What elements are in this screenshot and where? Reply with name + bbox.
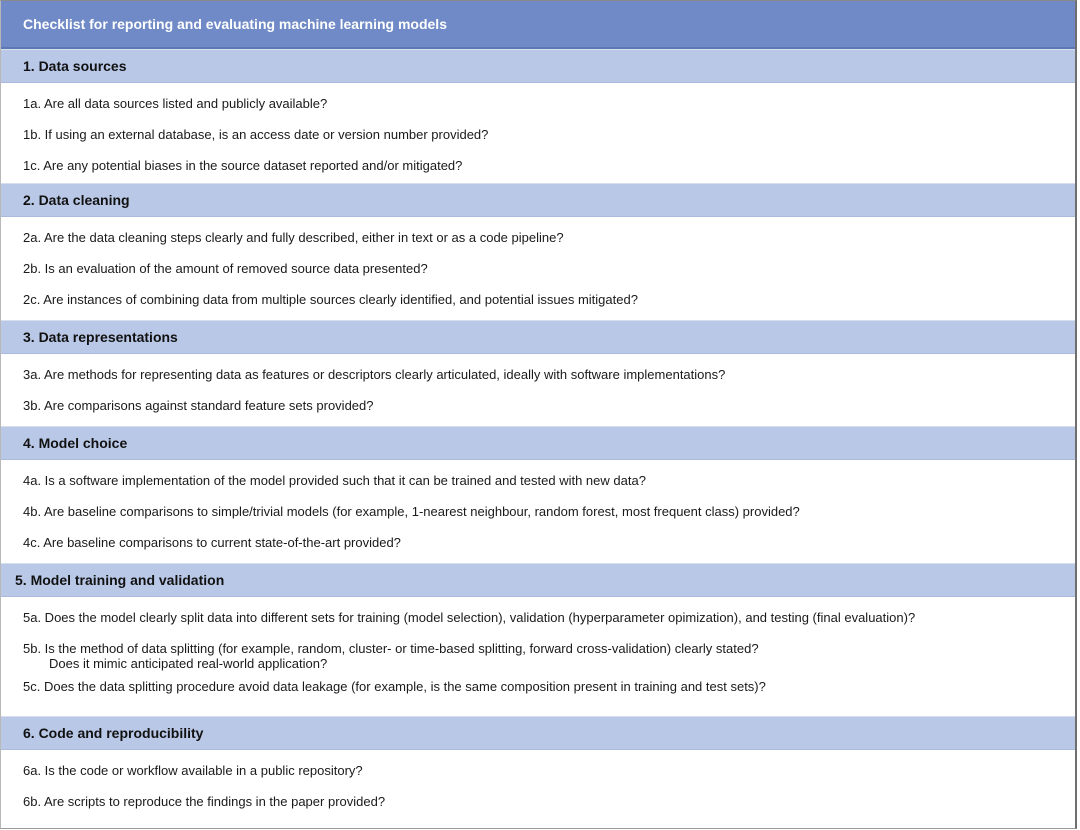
table-title: Checklist for reporting and evaluating machine learning models [1, 1, 1075, 49]
checklist-item: 5a. Does the model clearly split data into different sets for training (model selection), validation (hyperparameter opimization), and testing (final evaluation)? [23, 610, 916, 625]
item-list [1, 354, 1075, 426]
item-text: 5b. Is the method of data splitting (for example, random, cluster- or time-based splitting, forward cross-validation) clearly stated? [23, 641, 759, 656]
section-heading: 2. Data cleaning [1, 184, 1075, 217]
checklist-item: 3a. Are methods for representing data as features or descriptors clearly articulated, ideally with software implementations? [23, 367, 726, 382]
checklist-item: 6b. Are scripts to reproduce the findings in the paper provided? [23, 794, 386, 809]
checklist-item: 1a. Are all data sources listed and publicly available? [23, 96, 328, 111]
checklist-item: 4c. Are baseline comparisons to current state-of-the-art provided? [23, 535, 401, 550]
section-heading: 1. Data sources [1, 50, 1075, 83]
checklist-item: 4a. Is a software implementation of the model provided such that it can be trained and tested with new data? [23, 473, 646, 488]
checklist-item: 2c. Are instances of combining data from multiple sources clearly identified, and potential issues mitigated? [23, 292, 638, 307]
section-heading: 4. Model choice [1, 427, 1075, 460]
section-heading: 3. Data representations [1, 321, 1075, 354]
item-list [1, 750, 1075, 822]
checklist-item: 1b. If using an external database, is an access date or version number provided? [23, 127, 489, 142]
item-list [1, 83, 1075, 183]
checklist-item: 6a. Is the code or workflow available in a public repository? [23, 763, 363, 778]
section-data-sources [1, 49, 1075, 183]
checklist-item: 2a. Are the data cleaning steps clearly and fully described, either in text or as a code pipeline? [23, 230, 564, 245]
checklist-item: 2b. Is an evaluation of the amount of removed source data presented? [23, 261, 428, 276]
checklist-item: 4b. Are baseline comparisons to simple/trivial models (for example, 1-nearest neighbour, random forest, most frequent class) provided? [23, 504, 800, 519]
section-heading: 6. Code and reproducibility [1, 717, 1075, 750]
section-heading: 5. Model training and validation [1, 564, 1075, 597]
section-data-representations [1, 320, 1075, 426]
item-list [1, 597, 1075, 716]
section-model-training-validation [1, 563, 1075, 716]
checklist-item: 1c. Are any potential biases in the source dataset reported and/or mitigated? [23, 158, 463, 173]
checklist-item-multiline [1, 641, 1075, 671]
checklist-item: 5c. Does the data splitting procedure avoid data leakage (for example, is the same composition present in training and test sets)? [23, 679, 766, 694]
section-model-choice [1, 426, 1075, 563]
item-list [1, 460, 1075, 563]
item-continuation: Does it mimic anticipated real-world application? [49, 656, 328, 671]
checklist-item: 3b. Are comparisons against standard feature sets provided? [23, 398, 374, 413]
section-data-cleaning [1, 183, 1075, 320]
section-code-reproducibility [1, 716, 1075, 822]
item-list [1, 217, 1075, 320]
